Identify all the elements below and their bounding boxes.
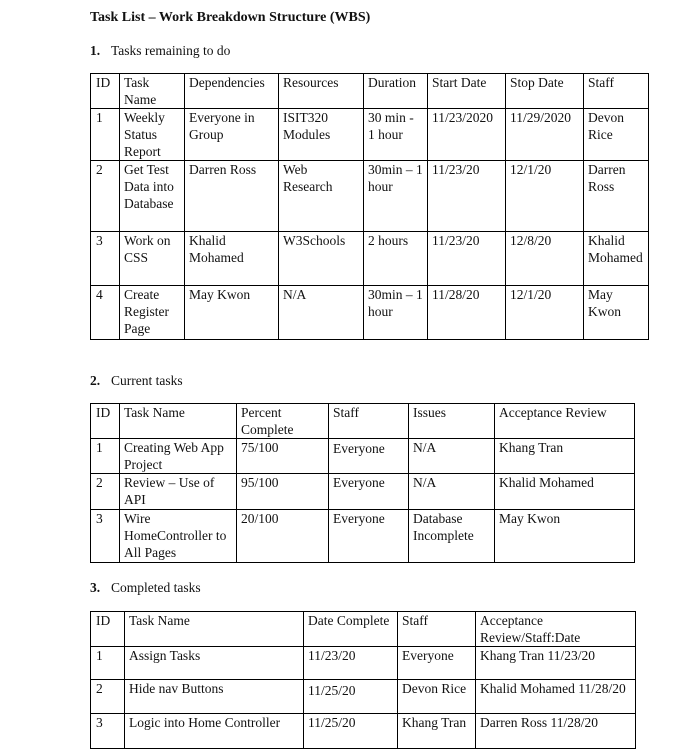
table-cell: N/A: [279, 286, 364, 340]
table-row: [91, 647, 636, 680]
table-cell: Everyone: [329, 510, 409, 563]
table-cell: Darren Ross: [185, 161, 279, 232]
table-row: [91, 161, 649, 232]
table-cell: 2: [91, 680, 125, 714]
header-cell: Date Complete: [304, 612, 398, 647]
table-cell: 30min – 1 hour: [364, 161, 428, 232]
table-cell: W3Schools: [279, 232, 364, 286]
tasks-remaining-table: [90, 73, 649, 340]
table-cell: Devon Rice: [398, 680, 476, 714]
table-cell: Wire HomeController to All Pages: [120, 510, 237, 563]
table-cell: Review – Use of API: [120, 474, 237, 510]
header-cell: Staff: [329, 404, 409, 439]
table-cell: May Kwon: [584, 286, 649, 340]
table-row: [91, 232, 649, 286]
table-cell: Everyone: [398, 647, 476, 680]
table-cell: Khang Tran: [495, 439, 635, 474]
table-cell: Get Test Data into Database: [120, 161, 185, 232]
table-cell: 75/100: [237, 439, 329, 474]
table-cell: Khalid Mohamed: [185, 232, 279, 286]
current-tasks-table: [90, 403, 635, 563]
table-cell: 11/23/20: [428, 232, 506, 286]
table-cell: Darren Ross: [584, 161, 649, 232]
section-1-heading: [90, 42, 230, 59]
table-row: [91, 474, 635, 510]
table-cell: 2: [91, 161, 120, 232]
table-cell: 11/25/20: [304, 714, 398, 749]
header-cell: Percent Complete: [237, 404, 329, 439]
section-2-heading: [90, 372, 183, 389]
table-cell: 3: [91, 714, 125, 749]
table-cell: 1: [91, 109, 120, 161]
table-cell: Khalid Mohamed 11/28/20: [476, 680, 636, 714]
table-cell: 2 hours: [364, 232, 428, 286]
table-cell: 30 min - 1 hour: [364, 109, 428, 161]
table-cell: 2: [91, 474, 120, 510]
table-cell: 1: [91, 647, 125, 680]
section-3-number: 3.: [90, 580, 101, 595]
table-cell: May Kwon: [495, 510, 635, 563]
header-cell: ID: [91, 74, 120, 109]
table-cell: N/A: [409, 474, 495, 510]
table-cell: N/A: [409, 439, 495, 474]
table-cell: Assign Tasks: [125, 647, 304, 680]
header-cell: Acceptance Review: [495, 404, 635, 439]
table-cell: 11/23/2020: [428, 109, 506, 161]
header-cell: ID: [91, 612, 125, 647]
section-1-title: Tasks remaining to do: [111, 43, 231, 58]
table-cell: Khang Tran: [398, 714, 476, 749]
table-cell: 95/100: [237, 474, 329, 510]
table-cell: Creating Web App Project: [120, 439, 237, 474]
table-cell: 11/29/2020: [506, 109, 584, 161]
table-cell: 20/100: [237, 510, 329, 563]
completed-tasks-table: [90, 611, 636, 749]
header-cell: Stop Date: [506, 74, 584, 109]
header-cell: Start Date: [428, 74, 506, 109]
table-cell: Logic into Home Controller: [125, 714, 304, 749]
document-title: Task List – Work Breakdown Structure (WBS): [90, 10, 371, 25]
section-2-number: 2.: [90, 373, 101, 388]
header-cell: Staff: [398, 612, 476, 647]
table-row: [91, 286, 649, 340]
table-cell: 30min – 1 hour: [364, 286, 428, 340]
table-cell: Web Research: [279, 161, 364, 232]
table-header-row: [91, 74, 649, 109]
table-cell: 11/23/20: [428, 161, 506, 232]
table-cell: Everyone: [329, 474, 409, 510]
table-row: [91, 109, 649, 161]
header-cell: Task Name: [120, 404, 237, 439]
table-cell: May Kwon: [185, 286, 279, 340]
header-cell: Dependencies: [185, 74, 279, 109]
table-cell: Work on CSS: [120, 232, 185, 286]
header-cell: Task Name: [125, 612, 304, 647]
section-1-number: 1.: [90, 43, 101, 58]
table-cell: 11/23/20: [304, 647, 398, 680]
section-2-title: Current tasks: [111, 373, 183, 388]
table-row: [91, 510, 635, 563]
table-cell: 11/25/20: [304, 680, 398, 714]
table-cell: Weekly Status Report: [120, 109, 185, 161]
table-cell: 4: [91, 286, 120, 340]
header-cell: Task Name: [120, 74, 185, 109]
table-cell: 12/8/20: [506, 232, 584, 286]
table-cell: 12/1/20: [506, 161, 584, 232]
table-cell: 12/1/20: [506, 286, 584, 340]
table-cell: Darren Ross 11/28/20: [476, 714, 636, 749]
table-cell: 11/28/20: [428, 286, 506, 340]
table-row: [91, 714, 636, 749]
table-cell: 3: [91, 510, 120, 563]
header-cell: Acceptance Review/Staff:Date: [476, 612, 636, 647]
table-row: [91, 439, 635, 474]
table-cell: Khalid Mohamed: [584, 232, 649, 286]
table-cell: Khang Tran 11/23/20: [476, 647, 636, 680]
table-cell: Everyone: [329, 439, 409, 474]
table-header-row: [91, 404, 635, 439]
section-3-title: Completed tasks: [111, 580, 201, 595]
table-cell: 3: [91, 232, 120, 286]
table-cell: 1: [91, 439, 120, 474]
section-3-heading: [90, 579, 201, 596]
header-cell: ID: [91, 404, 120, 439]
table-row: [91, 680, 636, 714]
table-cell: Devon Rice: [584, 109, 649, 161]
header-cell: Staff: [584, 74, 649, 109]
table-cell: Create Register Page: [120, 286, 185, 340]
header-cell: Duration: [364, 74, 428, 109]
table-cell: Khalid Mohamed: [495, 474, 635, 510]
table-cell: Database Incomplete: [409, 510, 495, 563]
table-cell: Hide nav Buttons: [125, 680, 304, 714]
header-cell: Issues: [409, 404, 495, 439]
table-cell: ISIT320 Modules: [279, 109, 364, 161]
table-header-row: [91, 612, 636, 647]
header-cell: Resources: [279, 74, 364, 109]
table-cell: Everyone in Group: [185, 109, 279, 161]
